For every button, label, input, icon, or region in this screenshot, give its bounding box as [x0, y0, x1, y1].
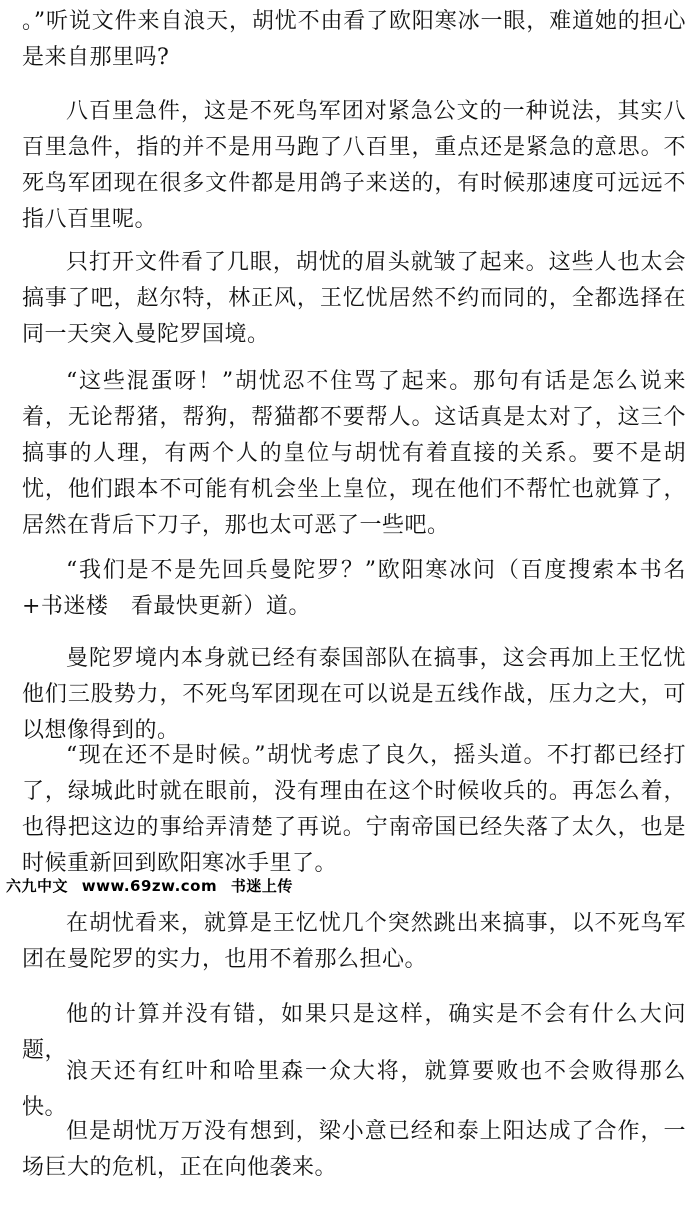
watermark-slogan: 书迷上传	[230, 877, 293, 895]
watermark-site-name: 六九中文	[6, 877, 69, 895]
paragraph-3: 只打开文件看了几眼，胡忧的眉头就皱了起来。这些人也太会搞事了吧，赵尔特，林正风，王忆忧居然不约而同的，全都选择在同一天突入曼陀罗国境。	[22, 250, 686, 347]
paragraph-8: 在胡忧看来，就算是王忆忧几个突然跳出来搞事，以不死鸟军团在曼陀罗的实力，也用不着那么担心。	[22, 911, 686, 972]
site-watermark	[6, 876, 301, 896]
paragraph-5: “我们是不是先回兵曼陀罗？”欧阳寒冰问（百度搜索本书名+书迷楼 看最快更新）道。	[22, 558, 686, 619]
paragraph-9: 他的计算并没有错，如果只是这样，确实是不会有什么大问题，	[22, 1002, 686, 1063]
paragraph-1: 。”听说文件来自浪天，胡忧不由看了欧阳寒冰一眼，难道她的担心是来自那里吗?	[22, 9, 686, 70]
paragraph-11: 但是胡忧万万没有想到，梁小意已经和泰上阳达成了合作，一场巨大的危机，正在向他袭来。	[22, 1119, 686, 1180]
paragraph-10: 浪天还有红叶和哈里森一众大将，就算要败也不会败得那么快。	[22, 1059, 686, 1120]
paragraph-4: “这些混蛋呀！”胡忧忍不住骂了起来。那句有话是怎么说来着，无论帮猪，帮狗，帮猫都不要帮人。这话真是太对了，这三个搞事的人理，有两个人的皇位与胡忧有着直接的关系。要不是胡忧，他们跟本不可能有机会坐上皇位，现在他们不帮忙也就算了，居然在背后下刀子，那也太可恶了一些吧。	[22, 369, 686, 538]
paragraph-7: “现在还不是时候。”胡忧考虑了良久，摇头道。不打都已经打了，绿城此时就在眼前，没有理由在这个时候收兵的。再怎么着，也得把这边的事给弄清楚了再说。宁南帝国已经失落了太久，也是时候重新回到欧阳寒冰手里了。	[22, 743, 686, 876]
paragraph-6: 曼陀罗境内本身就已经有泰国部队在搞事，这会再加上王忆忧他们三股势力，不死鸟军团现在可以说是五线作战，压力之大，可以想像得到的。	[22, 646, 686, 743]
watermark-url: www.69zw.com	[81, 877, 218, 895]
paragraph-2: 八百里急件，这是不死鸟军团对紧急公文的一种说法，其实八百里急件，指的并不是用马跑了八百里，重点还是紧急的意思。不死鸟军团现在很多文件都是用鸽子来送的，有时候那速度可远远不指八百里呢。	[22, 99, 686, 232]
